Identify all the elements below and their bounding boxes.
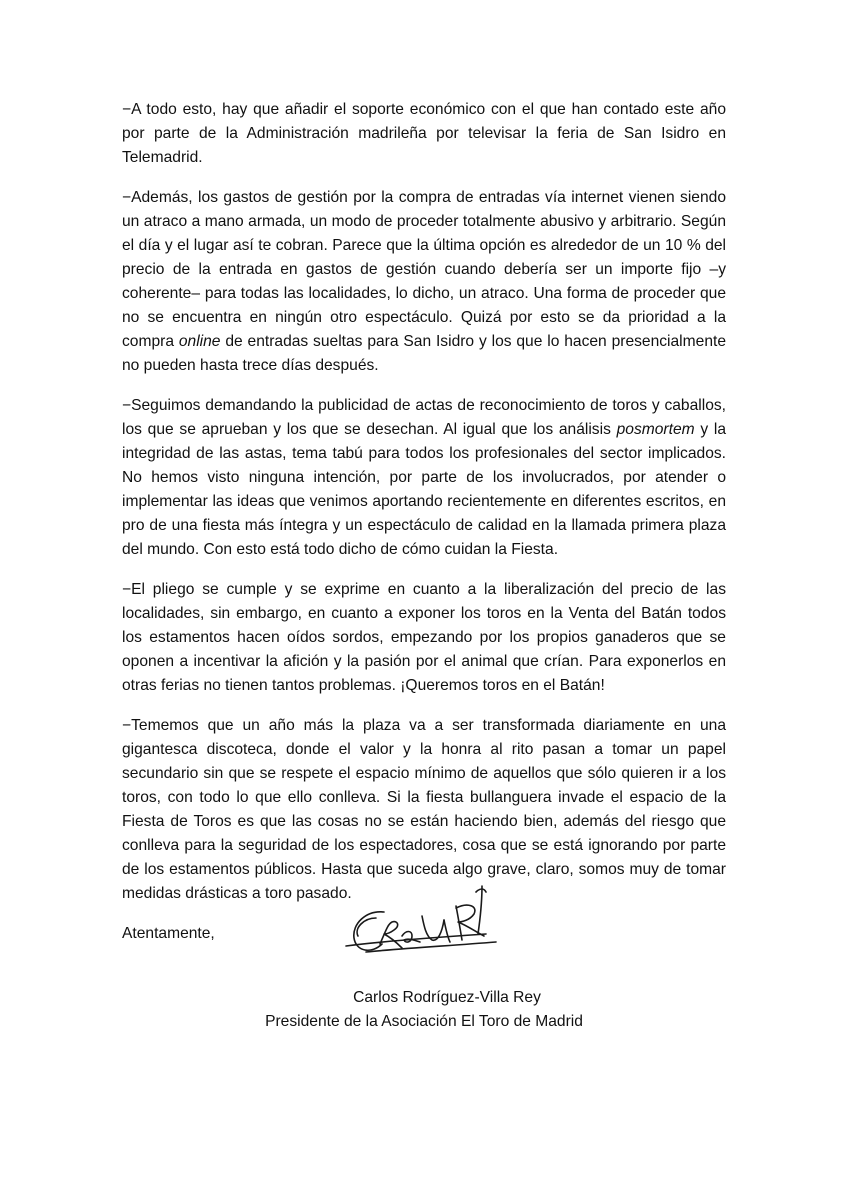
paragraph: −Tememos que un año más la plaza va a ser transformada diariamente en una gigantesca discoteca, donde el valor y la honra al rito pasan a tomar un papel secundario sin que se respete el espacio mínimo de aquellos que sólo quieren ir a los toros, con todo lo que ello conlleva. Si la fiesta bullanguera invade el espacio de la Fiesta de Toros es que las cosas no se están haciendo bien, además del riesgo que conlleva para la seguridad de los espectadores, cosa que se está ignorando por parte de los estamentos públicos. Hasta que suceda algo grave, claro, somos muy de tomar medidas drásticas a toro pasado. bbox=[122, 717, 726, 902]
paragraph: −Además, los gastos de gestión por la compra de entradas vía internet vienen siendo un atraco a mano armada, un modo de proceder totalmente abusivo y arbitrario. Según el día y el lugar así te cobran. Parece que la última opción es alrededor de un 10 % del precio de la entrada en gastos de gestión cuando debería ser un importe fijo –y coherente– para todas las localidades, lo dicho, un atraco. Una forma de proceder que no se encuentra en ningún otro espectáculo. Quizá por esto se da prioridad a la compra online de entradas sueltas para San Isidro y los que lo hacen presencialmente no pueden hasta trece días después. bbox=[122, 189, 726, 374]
signer-block bbox=[122, 986, 726, 1034]
handwritten-signature bbox=[336, 872, 506, 972]
paragraph: −Seguimos demandando la publicidad de actas de reconocimiento de toros y caballos, los que se aprueban y los que se desechan. Al igual que los análisis posmortem y la integridad de las astas, tema tabú para todos los profesionales del sector implicados. No hemos visto ninguna intención, por parte de los involucrados, por atender o implementar las ideas que venimos aportando recientemente en diferentes escritos, en pro de una fiesta más íntegra y un espectáculo de calidad en la llamada primera plaza del mundo. Con esto está todo dicho de cómo cuidan la Fiesta. bbox=[122, 397, 726, 558]
signer-title: Presidente de la Asociación El Toro de Madrid bbox=[265, 1013, 583, 1030]
signer-name: Carlos Rodríguez-Villa Rey bbox=[353, 989, 541, 1006]
paragraph: −El pliego se cumple y se exprime en cuanto a la liberalización del precio de las localidades, sin embargo, en cuanto a exponer los toros en la Venta del Batán todos los estamentos hacen oídos sordos, empezando por los propios ganaderos que se oponen a incentivar la afición y la pasión por el animal que crían. Para exponerlos en otras ferias no tienen tantos problemas. ¡Queremos toros en el Batán! bbox=[122, 581, 726, 694]
closing: Atentamente, bbox=[122, 925, 215, 942]
italic-term: posmortem bbox=[616, 421, 695, 438]
italic-term: online bbox=[178, 333, 221, 350]
paragraph: −A todo esto, hay que añadir el soporte económico con el que han contado este año por parte de la Administración madrileña por televisar la feria de San Isidro en Telemadrid. bbox=[122, 101, 726, 166]
letter-body bbox=[122, 98, 726, 946]
